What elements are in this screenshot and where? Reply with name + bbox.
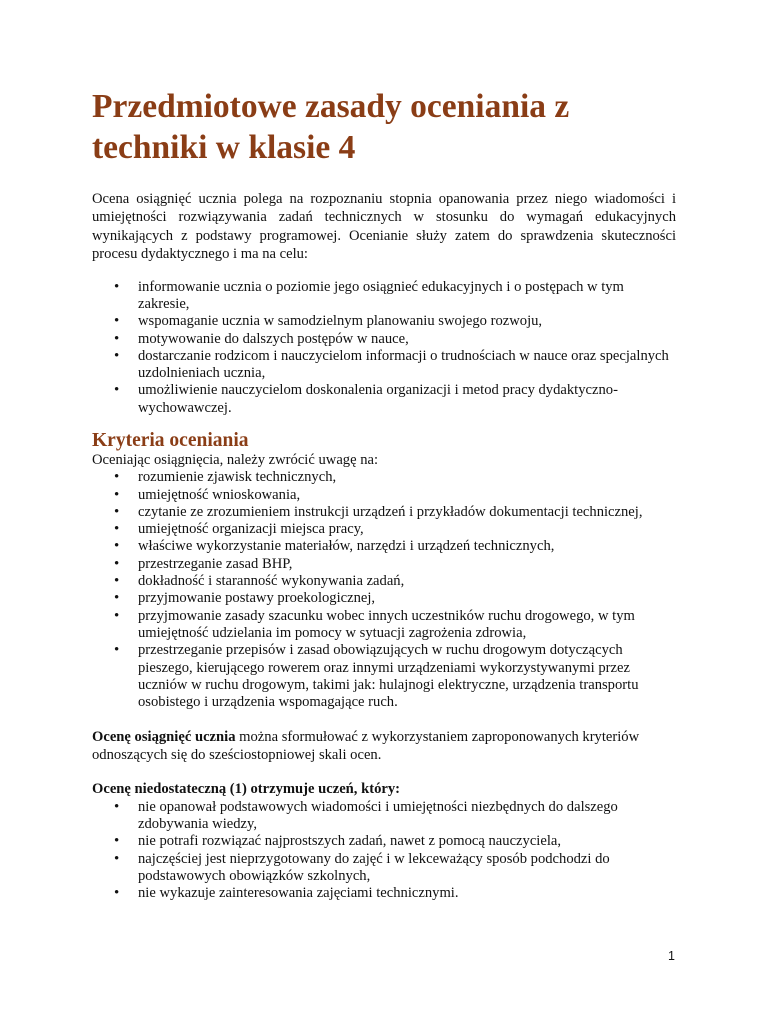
list-item: • nie wykazuje zainteresowania zajęciami technicznymi. xyxy=(92,885,676,902)
list-item: • przyjmowanie zasady szacunku wobec innych uczestników ruchu drogowego, w tym umiejętność udzielania im pomocy w sytuacji zagrożenia zdrowia, xyxy=(92,608,676,643)
grading-bold-text: Ocenę osiągnięć ucznia xyxy=(92,729,236,746)
intro-paragraph: Ocena osiągnięć ucznia polega na rozpoznaniu stopnia opanowania przez niego wiadomości i umiejętności rozwiązywania zadań technicznych w stosunku do wymagań edukacyjnych wynikających z podstawy programowej. Ocenianie służy zatem do sprawdzenia skuteczności procesu dydaktycznego i ma na celu: xyxy=(92,191,676,263)
page-number: 1 xyxy=(668,949,675,963)
list-item: • nie potrafi rozwiązać najprostszych zadań, nawet z pomocą nauczyciela, xyxy=(92,833,676,850)
criteria-heading: Kryteria oceniania xyxy=(92,430,249,451)
list-item: • przestrzeganie przepisów i zasad obowiązujących w ruchu drogowym dotyczących pieszego, kierującego rowerem oraz innymi urządzeniami wykorzystywanymi przez uczniów w ruchu drogowym, takimi jak: hulajnogi elektryczne, urządzenia transportu osobistego i urządzenia wspomagające ruch. xyxy=(92,642,676,711)
document-page xyxy=(92,86,676,903)
list-item: • umożliwienie nauczycielom doskonalenia organizacji i metod pracy dydaktyczno-wychowawczej. xyxy=(92,382,676,417)
document-title: Przedmiotowe zasady oceniania z techniki w klasie 4 xyxy=(92,88,570,166)
list-item: • czytanie ze zrozumieniem instrukcji urządzeń i przykładów dokumentacji technicznej, xyxy=(92,504,676,521)
list-item: • rozumienie zjawisk technicznych, xyxy=(92,469,676,486)
list-item: • przyjmowanie postawy proekologicznej, xyxy=(92,590,676,607)
list-item: • informowanie ucznia o poziomie jego osiągnieć edukacyjnych i o postępach w tym zakresie, xyxy=(92,279,676,314)
list-item: • najczęściej jest nieprzygotowany do zajęć i w lekceważący sposób podchodzi do podstawowych obowiązków szkolnych, xyxy=(92,851,676,886)
list-item: • nie opanował podstawowych wiadomości i umiejętności niezbędnych do dalszego zdobywania wiedzy, xyxy=(92,799,676,834)
list-item: • właściwe wykorzystanie materiałów, narzędzi i urządzeń technicznych, xyxy=(92,538,676,555)
criteria-lead: Oceniając osiągnięcia, należy zwrócić uwagę na: xyxy=(92,452,379,468)
criteria-list xyxy=(92,469,676,711)
list-item: • motywowanie do dalszych postępów w nauce, xyxy=(92,331,676,348)
list-item: • umiejętność organizacji miejsca pracy, xyxy=(92,521,676,538)
list-item: • przestrzeganie zasad BHP, xyxy=(92,556,676,573)
list-item: • umiejętność wnioskowania, xyxy=(92,487,676,504)
list-item: • wspomaganie ucznia w samodzielnym planowaniu swojego rozwoju, xyxy=(92,313,676,330)
grading-paragraph xyxy=(92,728,676,764)
list-item: • dokładność i staranność wykonywania zadań, xyxy=(92,573,676,590)
grade1-heading: Ocenę niedostateczną (1) otrzymuje uczeń, który: xyxy=(92,781,401,798)
goals-list xyxy=(92,279,676,417)
grading-text: można sformułować z wykorzystaniem zaproponowanych kryteriów odnoszących się do sześciostopniowej skali ocen. xyxy=(92,729,640,764)
list-item: • dostarczanie rodzicom i nauczycielom informacji o trudnościach w nauce oraz specjalnych uzdolnieniach ucznia, xyxy=(92,348,676,383)
grade1-list xyxy=(92,799,676,903)
